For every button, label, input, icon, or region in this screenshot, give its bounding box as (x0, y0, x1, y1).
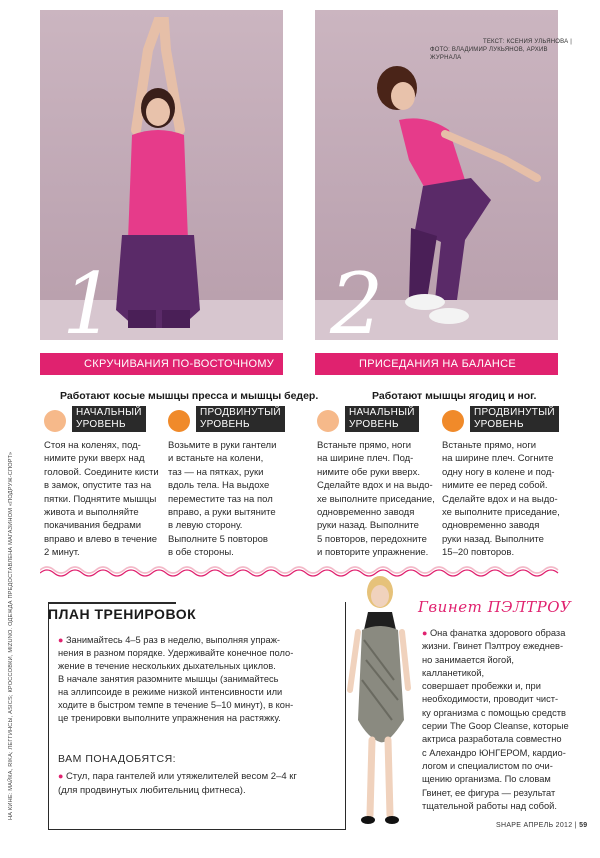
need-body: Стул, пара гантелей или утяжелителей весом 2–4 кг (для продвинутых любительниц фитнеса). (58, 771, 297, 796)
level-line-2: УРОВЕНЬ (76, 419, 126, 430)
exercise-1-advanced-text: Возьмите в руки гантели и встаньте на колени, таз — на пятках, руки вдоль тела. На выдохе переместите таз на пол вправо, а руки вытяните в левую сторону. Выполните 5 повторов в обе стороны. (168, 440, 277, 559)
level-line-2: УРОВЕНЬ (349, 419, 399, 430)
level-line-1: НАЧАЛЬНЫЙ (349, 407, 415, 418)
celebrity-body: Она фанатка здорового образа жизни. Гвинет Пэлтроу ежеднев- но занимается йогой, калланетикой, совершает пробежки и, при необходимости, проводит чист- ку организма с помощью средств серии The Goop Cleanse, которые актриса разработала совместно с Алехандро ЮНГЕРОМ, кардио- логом и специалистом по очи- щению организма. По словам Гвинет, ее фигура — результат тщательной работы над собой. (422, 628, 569, 811)
beginner-circle-icon (317, 410, 339, 432)
plan-text (58, 634, 342, 725)
level-line-1: НАЧАЛЬНЫЙ (76, 407, 142, 418)
photo-credit (430, 38, 580, 62)
plan-body: Занимайтесь 4–5 раз в неделю, выполняя упраж- нения в разном порядке. Удерживайте конечное поло- жение в течение нескольких дыхательных циклов. В начале занятия разомните мышцы (занимайтесь на эллипсоиде в режиме низкой интенсивности или ходите в быстром темпе в течение 5–10 минут), в кон- це тренировки выполните упражнения на растяжку. (58, 635, 294, 723)
need-title: ВАМ ПОНАДОБЯТСЯ: (58, 753, 177, 765)
beginner-level-label (72, 406, 146, 432)
level-line-2: УРОВЕНЬ (200, 419, 250, 430)
celebrity-text (422, 627, 572, 813)
advanced-circle-icon (442, 410, 464, 432)
exercise-1-number: 1 (62, 255, 116, 353)
exercise-2-title: ПРИСЕДАНИЯ НА БАЛАНСЕ (315, 353, 558, 375)
celebrity-name: Гвинет ПЭЛТРОУ (418, 598, 572, 616)
advanced-circle-icon (168, 410, 190, 432)
need-text (58, 770, 342, 797)
advanced-level-label (470, 406, 559, 432)
exercise-1-beginner-text: Стоя на коленях, под- нимите руки вверх над головой. Соедините кисти в замок, опустите таз на пятки. Поднятите мышцы живота и выполняйте покачивания бедрами вправо и влево в течение 2 минут. (44, 440, 159, 559)
magazine-issue: SHAPE АПРЕЛЬ 2012 (496, 822, 573, 829)
credit-text-line: ТЕКСТ: КСЕНИЯ УЛЬЯНОВА | (482, 39, 572, 45)
bullet-icon: ● (58, 635, 66, 645)
exercise-2-number: 2 (330, 255, 384, 353)
plan-title: ПЛАН ТРЕНИРОВОК (48, 606, 197, 622)
clothing-credit: НА КИНЕ: МАЙКА, RIKA; ЛЕГГИНСЫ, ASICS; КРОССОВКИ, MIZUNO. ОДЕЖДА ПРЕДОСТАВЛЕНА МАГАЗИНОМ «ПОДРУЖ-СПОРТ» (8, 451, 14, 820)
exercise-1-muscles: Работают косые мышцы пресса и мышцы бедер. (60, 390, 319, 402)
beginner-circle-icon (44, 410, 66, 432)
level-line-1: ПРОДВИНУТЫЙ (200, 407, 281, 418)
page-footer: SHAPE АПРЕЛЬ 2012 | 59 (496, 822, 588, 829)
level-line-1: ПРОДВИНУТЫЙ (474, 407, 555, 418)
celebrity-photo (344, 570, 416, 835)
credit-photo-line: ФОТО: ВЛАДИМИР ЛУКЬЯНОВ, АРХИВ ЖУРНАЛА (430, 47, 548, 61)
exercise-2-beginner-text: Встаньте прямо, ноги на ширине плеч. Под- нимите обе руки вверх. Сделайте вдох и на выдо- хе выполните приседание, одновременно заводя руки назад. Выполните 5 повторов, передохните и повторите упражнение. (317, 440, 435, 559)
plan-title-rule (48, 602, 176, 604)
bullet-icon: ● (422, 628, 430, 638)
wavy-divider (40, 563, 560, 577)
exercise-2-advanced-text: Встаньте прямо, ноги на ширине плеч. Согните одну ногу в колене и под- нимите ее перед собой. Сделайте вдох и на выдо- хе выполните приседание, одновременно заводя руки назад. Выполните 15–20 повторов. (442, 440, 560, 559)
beginner-level-label (345, 406, 419, 432)
exercise-2-muscles: Работают мышцы ягодиц и ног. (372, 390, 537, 402)
level-line-2: УРОВЕНЬ (474, 419, 524, 430)
bullet-icon: ● (58, 771, 66, 781)
page-number: 59 (579, 822, 588, 829)
exercise-1-title: СКРУЧИВАНИЯ ПО-ВОСТОЧНОМУ (40, 353, 283, 375)
advanced-level-label (196, 406, 285, 432)
